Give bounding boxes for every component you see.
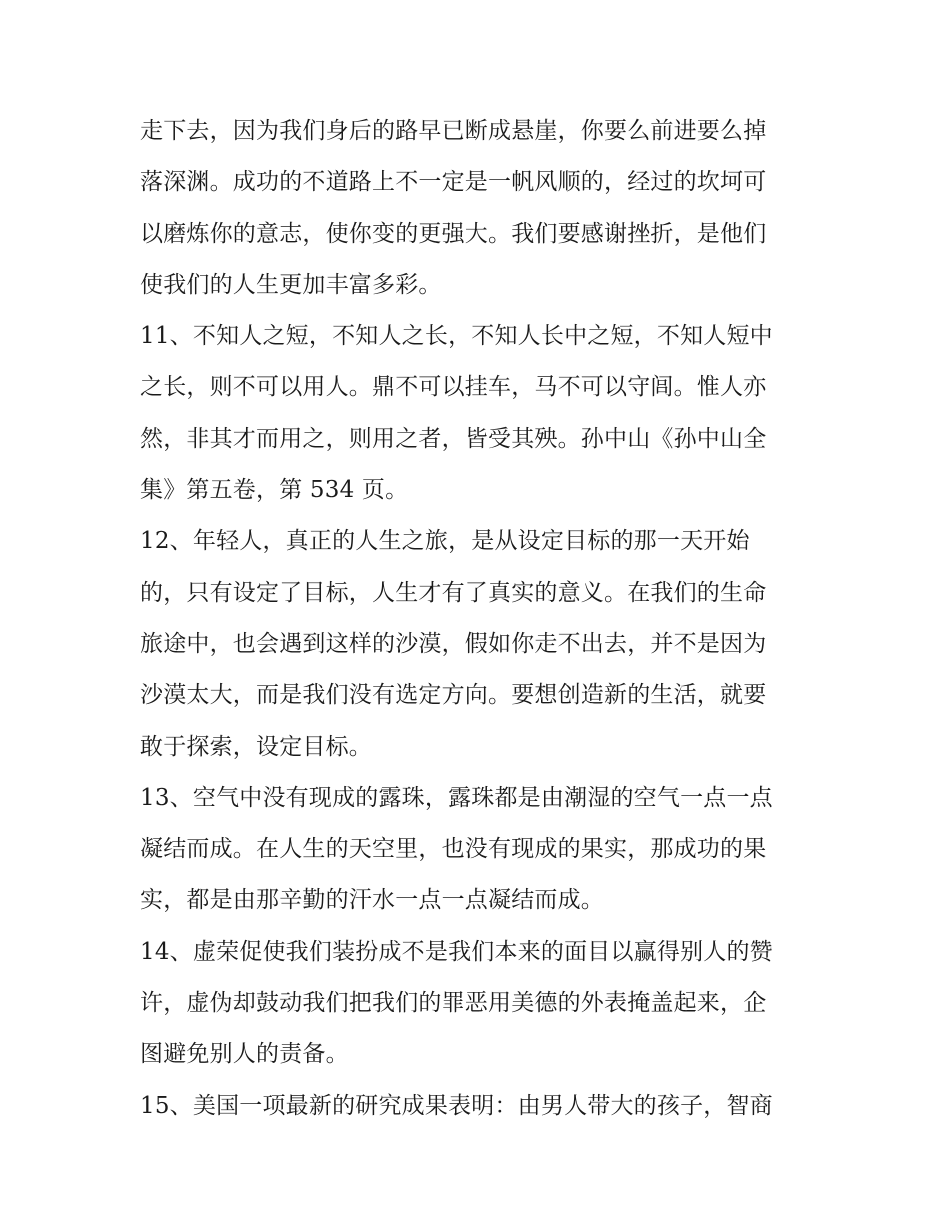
text-line: 敢于探索，设定目标。 bbox=[140, 733, 372, 760]
text-line: 许，虚伪却鼓动我们把我们的罪恶用美德的外表掩盖起来，企 bbox=[140, 990, 767, 1017]
text-line: 13、空气中没有现成的露珠，露珠都是由潮湿的空气一点一点 bbox=[140, 784, 773, 811]
text-line: 实，都是由那辛勤的汗水一点一点凝结而成。 bbox=[140, 887, 604, 914]
text-line: 11、不知人之短，不知人之长，不知人长中之短，不知人短中 bbox=[140, 323, 773, 350]
text-line: 之长，则不可以用人。鼎不可以挂车，马不可以守闾。惟人亦 bbox=[140, 374, 767, 401]
text-line: 凝结而成。在人生的天空里，也没有现成的果实，那成功的果 bbox=[140, 836, 767, 863]
text-line: 落深渊。成功的不道路上不一定是一帆风顺的，经过的坎坷可 bbox=[140, 169, 767, 196]
text-line: 使我们的人生更加丰富多彩。 bbox=[140, 271, 442, 298]
text-line: 沙漠太大，而是我们没有选定方向。要想创造新的生活，就要 bbox=[140, 682, 767, 709]
text-line: 走下去，因为我们身后的路早已断成悬崖，你要么前进要么掉 bbox=[140, 118, 767, 144]
text-line: 以磨炼你的意志，使你变的更强大。我们要感谢挫折，是他们 bbox=[140, 220, 767, 247]
text-line: 然，非其才而用之，则用之者，皆受其殃。孙中山《孙中山全 bbox=[140, 425, 767, 452]
text-line: 集》第五卷，第 534 页。 bbox=[140, 477, 409, 504]
document-body bbox=[140, 106, 812, 1132]
text-line: 旅途中，也会遇到这样的沙漠，假如你走不出去，并不是因为 bbox=[140, 630, 767, 657]
text-line: 图避免别人的责备。 bbox=[140, 1041, 349, 1068]
text-line: 14、虚荣促使我们装扮成不是我们本来的面目以赢得别人的赞 bbox=[140, 938, 773, 965]
text-line: 15、美国一项最新的研究成果表明：由男人带大的孩子，智商 bbox=[140, 1092, 773, 1119]
text-line: 12、年轻人，真正的人生之旅，是从设定目标的那一天开始 bbox=[140, 528, 750, 555]
text-line: 的，只有设定了目标，人生才有了真实的意义。在我们的生命 bbox=[140, 579, 767, 606]
